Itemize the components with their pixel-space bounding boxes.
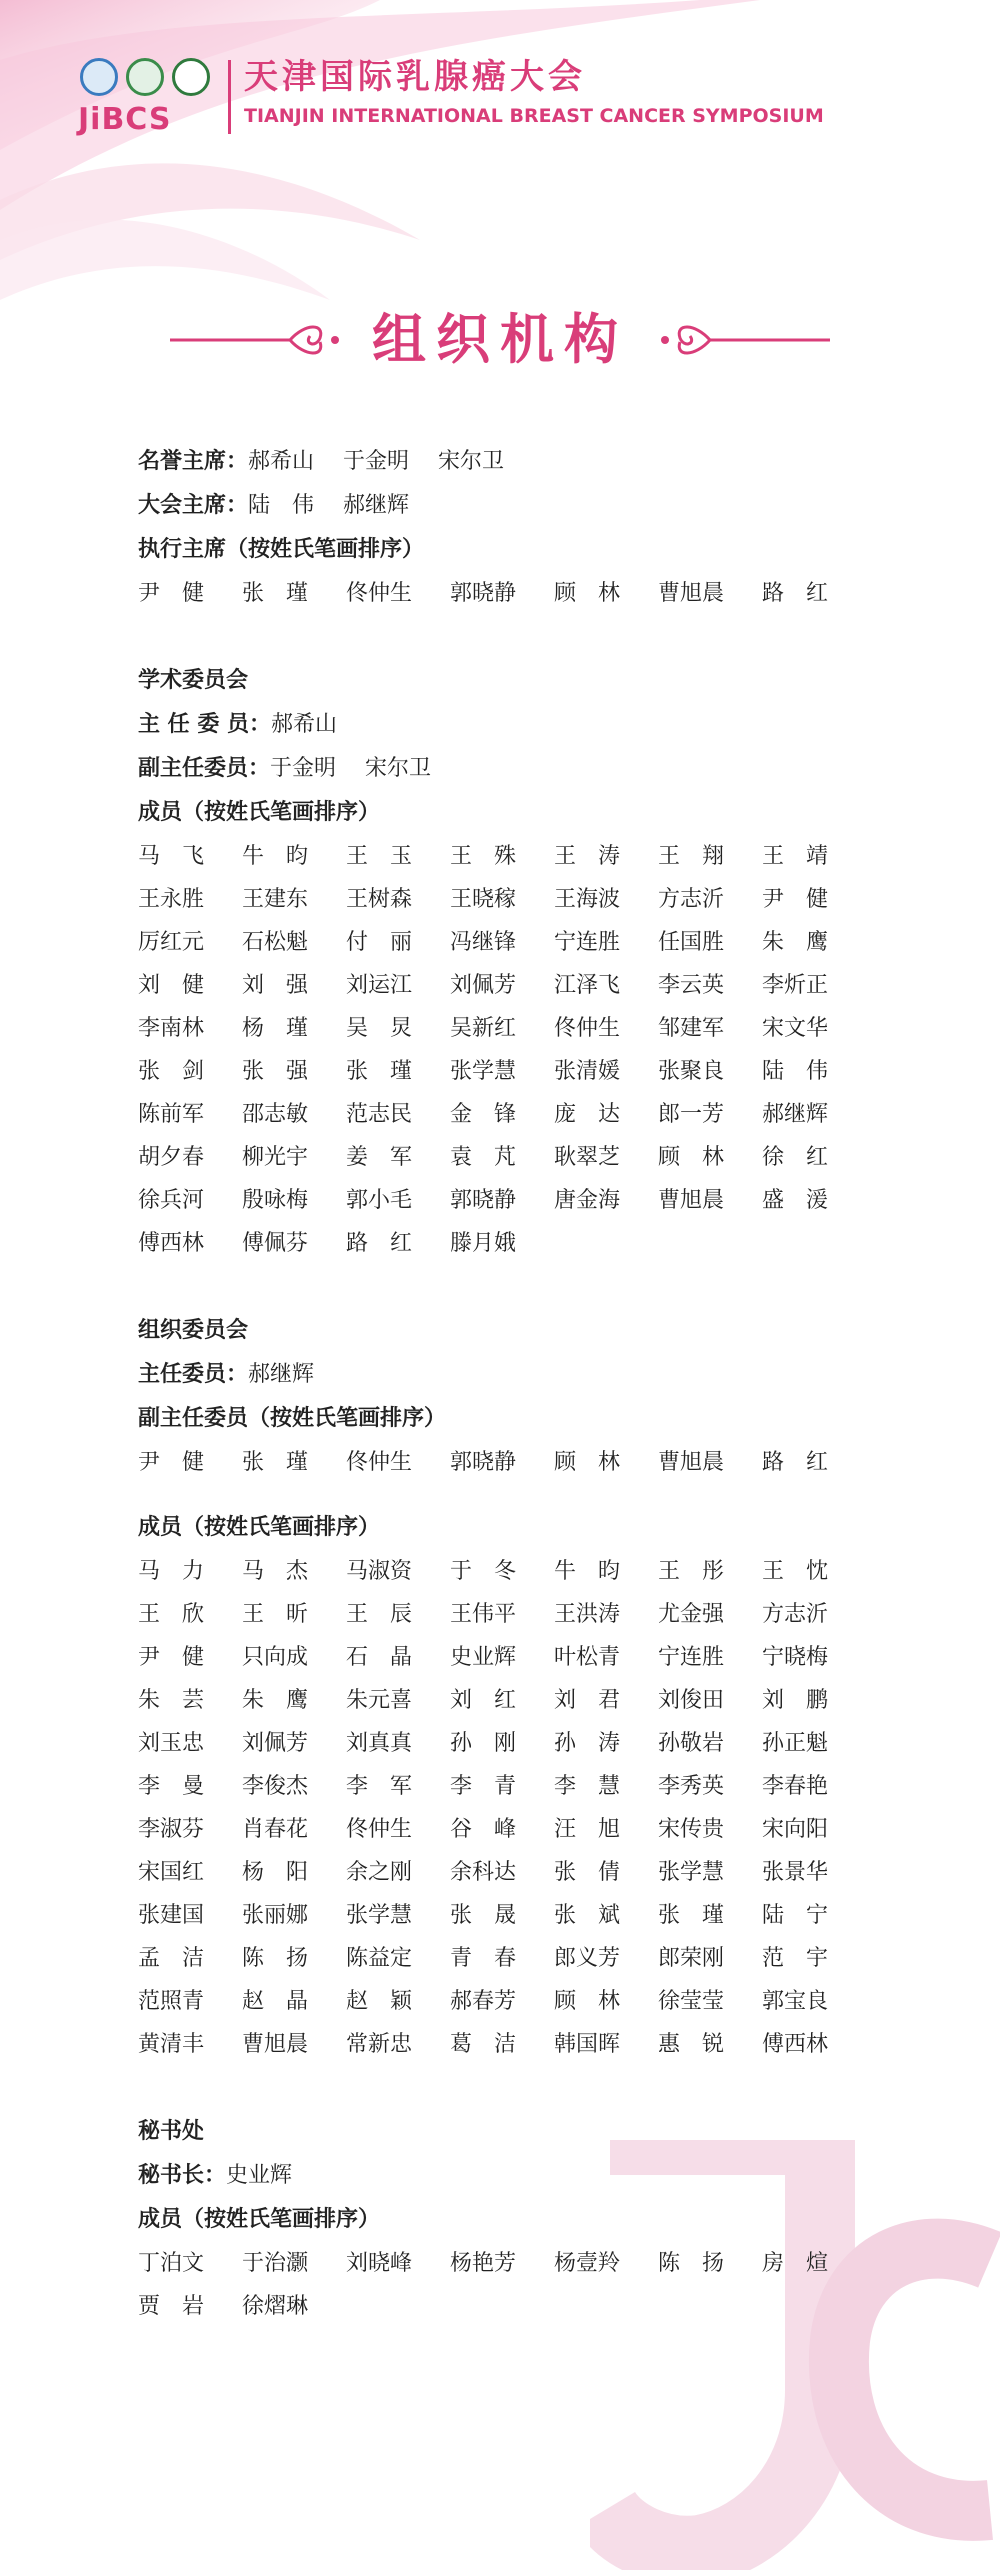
person-name: 陈前军 (138, 1102, 205, 1127)
person-name: 尤金强 (658, 1602, 725, 1627)
person-name: 张 剑 (138, 1059, 205, 1084)
person-name: 吴新红 (450, 1016, 517, 1041)
person-name: 张学慧 (346, 1903, 413, 1928)
person-name: 郎一芳 (658, 1102, 725, 1127)
person-name: 曹旭晨 (242, 2032, 309, 2057)
person-name: 马 飞 (138, 844, 205, 869)
person-name: 王伟平 (450, 1602, 517, 1627)
person-name: 任国胜 (658, 930, 725, 955)
person-name: 李南林 (138, 1016, 205, 1041)
person-name: 张 瑾 (346, 1059, 413, 1084)
person-name: 赵 颖 (346, 1989, 413, 2014)
organizing-director-label: 主任委员： (138, 1362, 249, 1387)
person-name: 贾 岩 (138, 2294, 205, 2319)
secretariat-title: 秘书处 (138, 2119, 205, 2144)
institution-logo-1 (80, 58, 118, 96)
person-name: 赵 晶 (242, 1989, 309, 2014)
person-name: 李春艳 (762, 1774, 829, 1799)
person-name: 宋文华 (762, 1016, 829, 1041)
person-name: 张 瑾 (242, 1450, 309, 1475)
person-name: 曹旭晨 (658, 1450, 725, 1475)
person-name: 刘 鹏 (762, 1688, 829, 1713)
person-name: 李 军 (346, 1774, 413, 1799)
person-name: 李秀英 (658, 1774, 725, 1799)
person-name: 朱 芸 (138, 1688, 205, 1713)
person-name: 郭小毛 (346, 1188, 413, 1213)
academic-director-row (138, 703, 858, 747)
organizing-members-label: 成员（按姓氏笔画排序） (138, 1515, 381, 1540)
person-name: 石松魁 (242, 930, 309, 955)
secretariat-members (138, 2242, 858, 2328)
person-name: 常新忠 (346, 2032, 413, 2057)
person-name: 王 翔 (658, 844, 725, 869)
person-name: 佟仲生 (554, 1016, 621, 1041)
person-name: 朱 鹰 (762, 930, 829, 955)
person-name: 李 曼 (138, 1774, 205, 1799)
person-name: 宁晓梅 (762, 1645, 829, 1670)
person-name: 王 彤 (658, 1559, 725, 1584)
institution-logo-2 (126, 58, 164, 96)
person-name: 张清媛 (554, 1059, 621, 1084)
person-name: 尹 健 (138, 1645, 205, 1670)
person-name: 王晓稼 (450, 887, 517, 912)
person-name: 路 红 (346, 1231, 413, 1256)
person-name: 耿翠芝 (554, 1145, 621, 1170)
person-name: 方志沂 (658, 887, 725, 912)
person-name: 徐熠琳 (242, 2294, 309, 2319)
header-divider (228, 60, 231, 134)
person-name: 张 斌 (554, 1903, 621, 1928)
person-name: 青 春 (450, 1946, 517, 1971)
person-name: 史业辉 (450, 1645, 517, 1670)
person-name: 曹旭晨 (658, 581, 725, 606)
person-name: 于治灏 (242, 2251, 309, 2276)
person-name: 马 力 (138, 1559, 205, 1584)
person-name: 孙 刚 (450, 1731, 517, 1756)
person-name: 牛 昀 (554, 1559, 621, 1584)
person-name: 李炘正 (762, 973, 829, 998)
person-name: 丁泊文 (138, 2251, 205, 2276)
person-name: 范 宇 (762, 1946, 829, 1971)
person-name: 王 涛 (554, 844, 621, 869)
person-name: 杨艳芳 (450, 2251, 517, 2276)
person-name: 余科达 (450, 1860, 517, 1885)
person-name: 韩国晖 (554, 2032, 621, 2057)
person-name: 刘 红 (450, 1688, 517, 1713)
person-name: 汪 旭 (554, 1817, 621, 1842)
person-name: 陆 伟 (762, 1059, 829, 1084)
person-name: 范志民 (346, 1102, 413, 1127)
person-name: 王永胜 (138, 887, 205, 912)
person-name: 郭晓静 (450, 1450, 517, 1475)
person-name: 顾 林 (554, 1989, 621, 2014)
person-name: 刘 健 (138, 973, 205, 998)
person-name: 王建东 (242, 887, 309, 912)
person-name: 郝继辉 (762, 1102, 829, 1127)
academic-director-label: 主 任 委 员： (138, 712, 271, 737)
person-name: 刘晓峰 (346, 2251, 413, 2276)
person-name: 王 玉 (346, 844, 413, 869)
person-name: 刘佩芳 (242, 1731, 309, 1756)
honorary-chair-names: 郝希山 于金明 宋尔卫 (248, 449, 505, 474)
secretary-general-name: 史业辉 (226, 2163, 293, 2188)
person-name: 陈 扬 (658, 2251, 725, 2276)
person-name: 孙敬岩 (658, 1731, 725, 1756)
person-name: 刘俊田 (658, 1688, 725, 1713)
person-name: 金 锋 (450, 1102, 517, 1127)
academic-members-label: 成员（按姓氏笔画排序） (138, 800, 381, 825)
person-name: 江泽飞 (554, 973, 621, 998)
person-name: 张 强 (242, 1059, 309, 1084)
secretary-general-row (138, 2154, 858, 2198)
section-title-block (180, 300, 820, 380)
person-name: 李 青 (450, 1774, 517, 1799)
person-name: 刘玉忠 (138, 1731, 205, 1756)
person-name: 张学慧 (450, 1059, 517, 1084)
person-name: 邵志敏 (242, 1102, 309, 1127)
person-name: 王 昕 (242, 1602, 309, 1627)
person-name: 尹 健 (762, 887, 829, 912)
jibcs-logo: JiBCS (78, 102, 172, 137)
person-name: 郎荣刚 (658, 1946, 725, 1971)
organizing-director-row (138, 1353, 858, 1397)
person-name: 徐兵河 (138, 1188, 205, 1213)
chair-label: 大会主席： (138, 493, 249, 518)
person-name: 盛 湲 (762, 1188, 829, 1213)
person-name: 姜 军 (346, 1145, 413, 1170)
person-name: 柳光宇 (242, 1145, 309, 1170)
person-name: 宁连胜 (554, 930, 621, 955)
person-name: 刘 君 (554, 1688, 621, 1713)
person-name: 滕月娥 (450, 1231, 517, 1256)
person-name: 佟仲生 (346, 1817, 413, 1842)
person-name: 宁连胜 (658, 1645, 725, 1670)
person-name: 朱元喜 (346, 1688, 413, 1713)
person-name: 马淑资 (346, 1559, 413, 1584)
logo-group (78, 58, 218, 138)
person-name: 刘佩芳 (450, 973, 517, 998)
secretary-general-label: 秘书长： (138, 2163, 227, 2188)
chair-names: 陆 伟 郝继辉 (248, 493, 410, 518)
academic-director-name: 郝希山 (270, 712, 337, 737)
person-name: 路 红 (762, 1450, 829, 1475)
person-name: 朱 鹰 (242, 1688, 309, 1713)
person-name: 张聚良 (658, 1059, 725, 1084)
person-name: 胡夕春 (138, 1145, 205, 1170)
person-name: 李俊杰 (242, 1774, 309, 1799)
person-name: 余之刚 (346, 1860, 413, 1885)
person-name: 李云英 (658, 973, 725, 998)
organizing-director-name: 郝继辉 (248, 1362, 315, 1387)
person-name: 惠 锐 (658, 2032, 725, 2057)
person-name: 郭晓静 (450, 1188, 517, 1213)
person-name: 张景华 (762, 1860, 829, 1885)
person-name: 郝春芳 (450, 1989, 517, 2014)
person-name: 葛 洁 (450, 2032, 517, 2057)
person-name: 牛 昀 (242, 844, 309, 869)
exec-chair-names (138, 572, 858, 615)
person-name: 徐莹莹 (658, 1989, 725, 2014)
person-name: 曹旭晨 (658, 1188, 725, 1213)
person-name: 肖春花 (242, 1817, 309, 1842)
person-name: 杨 阳 (242, 1860, 309, 1885)
person-name: 王 殊 (450, 844, 517, 869)
secretariat-members-label: 成员（按姓氏笔画排序） (138, 2207, 381, 2232)
person-name: 王 靖 (762, 844, 829, 869)
person-name: 尹 健 (138, 581, 205, 606)
person-name: 厉红元 (138, 930, 205, 955)
academic-members (138, 835, 858, 1265)
person-name: 郭晓静 (450, 581, 517, 606)
person-name: 顾 林 (554, 581, 621, 606)
person-name: 陈 扬 (242, 1946, 309, 1971)
person-name: 傅佩芬 (242, 1231, 309, 1256)
organizing-vice-names (138, 1441, 858, 1484)
person-name: 孟 洁 (138, 1946, 205, 1971)
person-name: 傅西林 (138, 1231, 205, 1256)
academic-vice-row (138, 747, 858, 791)
person-name: 谷 峰 (450, 1817, 517, 1842)
person-name: 宋向阳 (762, 1817, 829, 1842)
person-name: 付 丽 (346, 930, 413, 955)
person-name: 殷咏梅 (242, 1188, 309, 1213)
person-name: 李淑芬 (138, 1817, 205, 1842)
symposium-title-en: TIANJIN INTERNATIONAL BREAST CANCER SYMPOSIUM (244, 105, 824, 127)
organizing-committee-title: 组织委员会 (138, 1318, 249, 1343)
person-name: 庞 达 (554, 1102, 621, 1127)
section-title: 组织机构 (372, 308, 628, 371)
academic-vice-names: 于金明 宋尔卫 (270, 756, 432, 781)
symposium-title-cn: 天津国际乳腺癌大会 (244, 57, 586, 97)
person-name: 王洪涛 (554, 1602, 621, 1627)
person-name: 顾 林 (658, 1145, 725, 1170)
honorary-chair-label: 名誉主席： (138, 449, 249, 474)
person-name: 尹 健 (138, 1450, 205, 1475)
person-name: 王海波 (554, 887, 621, 912)
person-name: 王 欣 (138, 1602, 205, 1627)
person-name: 邹建军 (658, 1016, 725, 1041)
person-name: 宋国红 (138, 1860, 205, 1885)
person-name: 路 红 (762, 581, 829, 606)
organization-content (138, 440, 858, 2328)
person-name: 徐 红 (762, 1145, 829, 1170)
person-name: 刘 强 (242, 973, 309, 998)
person-name: 郎义芳 (554, 1946, 621, 1971)
person-name: 杨壹羚 (554, 2251, 621, 2276)
person-name: 石 晶 (346, 1645, 413, 1670)
person-name: 孙 涛 (554, 1731, 621, 1756)
organizing-members (138, 1550, 858, 2066)
person-name: 郭宝良 (762, 1989, 829, 2014)
academic-committee-title: 学术委员会 (138, 668, 249, 693)
person-name: 范照青 (138, 1989, 205, 2014)
person-name: 宋传贵 (658, 1817, 725, 1842)
person-name: 张建国 (138, 1903, 205, 1928)
chair-row (138, 484, 858, 528)
person-name: 张 瑾 (242, 581, 309, 606)
person-name: 于 冬 (450, 1559, 517, 1584)
person-name: 张丽娜 (242, 1903, 309, 1928)
person-name: 张 瑾 (658, 1903, 725, 1928)
person-name: 王 忱 (762, 1559, 829, 1584)
person-name: 吴 炅 (346, 1016, 413, 1041)
person-name: 刘运江 (346, 973, 413, 998)
person-name: 唐金海 (554, 1188, 621, 1213)
person-name: 张 晟 (450, 1903, 517, 1928)
person-name: 陆 宁 (762, 1903, 829, 1928)
person-name: 刘真真 (346, 1731, 413, 1756)
person-name: 张学慧 (658, 1860, 725, 1885)
person-name: 杨 瑾 (242, 1016, 309, 1041)
header (78, 52, 958, 142)
person-name: 佟仲生 (346, 1450, 413, 1475)
person-name: 房 煊 (762, 2251, 829, 2276)
right-ornament (640, 318, 830, 362)
person-name: 方志沂 (762, 1602, 829, 1627)
person-name: 顾 林 (554, 1450, 621, 1475)
person-name: 李 慧 (554, 1774, 621, 1799)
academic-vice-label: 副主任委员： (138, 756, 271, 781)
person-name: 孙正魁 (762, 1731, 829, 1756)
person-name: 袁 芃 (450, 1145, 517, 1170)
honorary-chair-row (138, 440, 858, 484)
person-name: 张 倩 (554, 1860, 621, 1885)
person-name: 王树森 (346, 887, 413, 912)
person-name: 佟仲生 (346, 581, 413, 606)
person-name: 王 辰 (346, 1602, 413, 1627)
institution-logo-3 (172, 58, 210, 96)
person-name: 冯继锋 (450, 930, 517, 955)
exec-chair-label: 执行主席（按姓氏笔画排序） (138, 537, 425, 562)
person-name: 傅西林 (762, 2032, 829, 2057)
person-name: 黄清丰 (138, 2032, 205, 2057)
organizing-vice-label: 副主任委员（按姓氏笔画排序） (138, 1406, 447, 1431)
person-name: 叶松青 (554, 1645, 621, 1670)
person-name: 马 杰 (242, 1559, 309, 1584)
person-name: 陈益定 (346, 1946, 413, 1971)
person-name: 只向成 (242, 1645, 309, 1670)
